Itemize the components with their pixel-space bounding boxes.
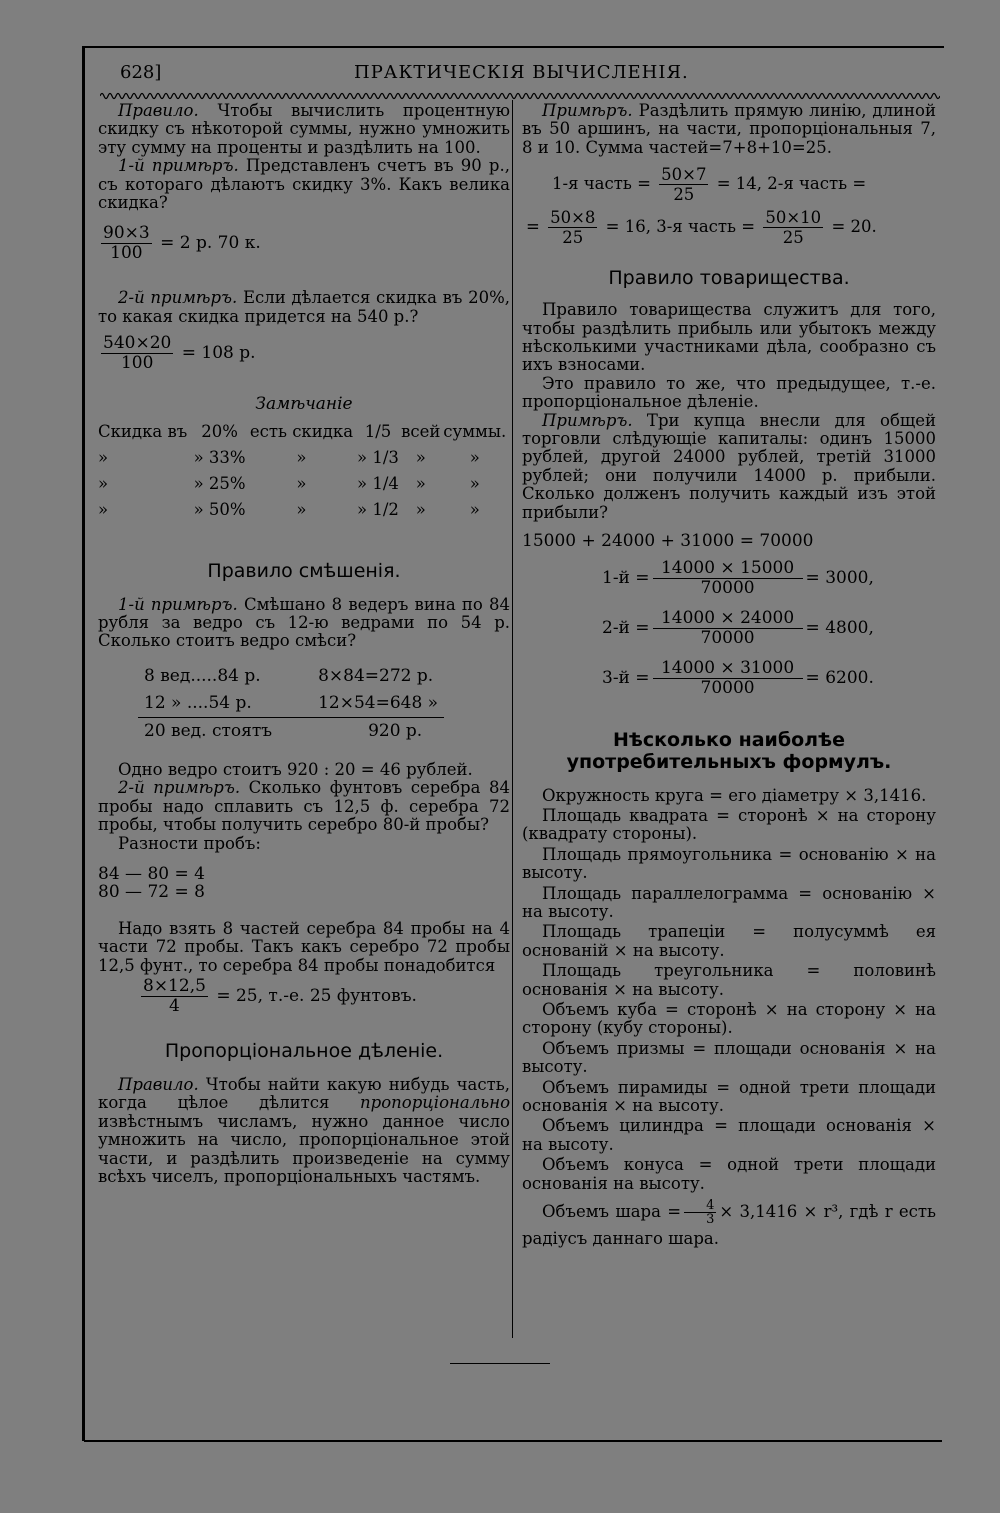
frame-bottom-rule (84, 1440, 942, 1442)
formulas-section-title: Нѣсколько наиболѣе употребительныхъ формулъ. (566, 728, 892, 773)
share-line: 3-й = $\frac{14000 \times 31000}{70000}$ = 6200. (602, 657, 874, 698)
mixing-section-title: Правило смѣшенія. (207, 559, 401, 582)
table-cell: » (469, 448, 480, 468)
table-cell: » (98, 448, 109, 468)
formula-item: Площадь квадрата = сторонѣ × на сторону (квадрату стороны). (522, 805, 936, 844)
column-divider (512, 100, 513, 1338)
running-title: ПРАКТИЧЕСКІЯ ВЫЧИСЛЕНІЯ. (354, 62, 689, 83)
mixing-table (138, 663, 444, 745)
page-number: 628] (120, 62, 162, 83)
table-cell: суммы. (443, 422, 507, 442)
right-column (522, 102, 936, 1252)
table-cell: есть скидка (249, 422, 354, 442)
discount-equation-1: $\frac{90\times 3}{100}$ = 2 р. 70 к. (103, 223, 261, 264)
discount-example-1: 1-й примѣръ. Представленъ счетъ въ 90 р., съ котораго дѣлаютъ скидку 3%. Какъ велика скидка? (98, 156, 510, 213)
table-cell: » 1/4 (357, 474, 399, 494)
table-cell: » 1/2 (357, 500, 399, 520)
mixing-diff-label: Разности пробъ: (118, 833, 261, 853)
table-cell: » 50% (193, 500, 246, 520)
discount-note-table (98, 420, 508, 524)
formula-item: Объемъ куба = сторонѣ × на сторону × на сторону (кубу стороны). (522, 999, 936, 1038)
capital-sum: 15000 + 24000 + 31000 = 70000 (522, 531, 814, 552)
partnership-example: Примѣръ. Три купца внесли для общей торговли слѣдующіе капиталы: одинъ 15000 рублей, другой 24000 рублей, третій 31000 рублей; они получили 14000 р. прибыли. Сколько долженъ получить каждый изъ этой прибыли? (522, 410, 936, 522)
formula-item: Объемъ конуса = одной трети площади основанія на высоту. (522, 1155, 936, 1193)
formulas-list (522, 787, 936, 1194)
formula-item: Площадь треугольника = половинѣ основанія × на высоту. (522, 961, 936, 999)
formula-item: Объемъ призмы = площади основанія × на высоту. (522, 1038, 936, 1077)
share-line: 2-й = $\frac{14000 \times 24000}{70000}$ = 4800, (602, 607, 874, 648)
formula-item: Окружность круга = его діаметру × 3,1416. (542, 785, 927, 805)
proportional-parts-line-2: = $\frac{50\times 8}{25}$ = 16, 3-я часть = $\frac{50\times 10}{25}$ = 20. (526, 208, 877, 248)
left-column (98, 102, 510, 1186)
fraction: $\frac{50\times 8}{25}$ (550, 208, 596, 248)
table-cell: Скидка въ (98, 422, 188, 442)
proportional-parts-line-1: 1-я часть = $\frac{50\times 7}{25}$ = 14, 2-я часть = (552, 165, 867, 205)
formula-item: Объемъ цилиндра = площади основанія × на высоту. (522, 1116, 936, 1154)
table-cell: » 1/3 (357, 448, 399, 468)
table-cell: 20% (201, 422, 238, 442)
frame-left-rule (82, 46, 85, 1441)
table-cell: » (469, 500, 480, 520)
partnership-note: Это правило то же, что предыдущее, т.-е. пропорціональное дѣленіе. (522, 373, 936, 412)
discount-equation-2: $\frac{540\times 20}{100}$ = 108 р. (103, 333, 256, 374)
fraction: $\frac{50\times 7}{25}$ (661, 165, 707, 205)
formula-item: Площадь трапеціи = полусуммѣ ея основаній × на высоту. (522, 922, 936, 960)
mixing-result: Одно ведро стоитъ 920 : 20 = 46 рублей. (118, 759, 473, 779)
mixing-equation: $\frac{8\times 12,5}{4}$ = 25, т.-е. 25 фунтовъ. (143, 975, 417, 1016)
fraction: $\frac{14000 \times 24000}{70000}$ (653, 609, 803, 648)
table-cell: » (296, 474, 307, 494)
fraction: $\frac{540\times 20}{100}$ (103, 333, 172, 374)
partnership-section-title: Правило товарищества. (608, 267, 850, 290)
table-cell: » 33% (193, 448, 246, 468)
formula-item: Объемъ пирамиды = одной трети площади основанія × на высоту. (522, 1077, 936, 1115)
table-row: 12 » ....54 р. 12×54=648 » (138, 690, 444, 718)
discount-rule: Правило. Чтобы вычислить процентную скидку съ нѣкоторой суммы, нужно умножить эту сумму на проценты и раздѣлить на 100. (98, 101, 510, 157)
table-cell: » 25% (193, 474, 246, 494)
fraction: $\frac{14000 \times 31000}{70000}$ (653, 659, 803, 698)
formula-sphere: Объемъ шара = $\frac{4}{3}$ × 3,1416 × r³, гдѣ r есть радіусъ даннаго шара. (522, 1198, 937, 1249)
table-row: 8 вед.....84 р. 8×84=272 р. (144, 666, 434, 687)
table-row: 20 вед. стоятъ 920 р. (144, 721, 423, 742)
mixing-diff-2: 80 — 72 = 8 (98, 882, 205, 903)
note-title: Замѣчаніе (255, 394, 353, 415)
proportional-rule: Правило. Чтобы найти какую нибудь часть, когда цѣлое дѣлится пропорціонально извѣстнымъ числамъ, нужно данное число умножить на число, пропорціональное этой части, и раздѣлить произведеніе на сумму всѣхъ чиселъ, пропорціональныхъ частямъ. (98, 1074, 510, 1186)
table-cell: » (415, 448, 426, 468)
mixing-conclusion: Надо взять 8 частей серебра 84 пробы на 4 части 72 пробы. Такъ какъ серебро 72 пробы 12,5 фунт., то серебра 84 пробы понадобится (98, 918, 510, 975)
frame-top-rule (82, 46, 944, 48)
proportional-section-title: Пропорціональное дѣленіе. (164, 1039, 444, 1062)
table-cell: » (98, 474, 109, 494)
mixing-example-2: 2-й примѣръ. Сколько фунтовъ серебра 84 пробы надо сплавить съ 12,5 ф. серебра 72 пробы, чтобы получить серебро 80-й пробы? (98, 778, 510, 835)
table-cell: » (415, 500, 426, 520)
partnership-rule: Правило товарищества служитъ для того, чтобы раздѣлить прибыль или убытокъ между нѣсколькими участниками дѣла, сообразно съ ихъ взносами. (522, 300, 936, 375)
table-cell: » (415, 474, 426, 494)
table-row (98, 498, 508, 524)
table-cell: » (296, 500, 307, 520)
fraction: $\frac{90\times 3}{100}$ (103, 223, 150, 264)
share-line: 1-й = $\frac{14000 \times 15000}{70000}$ = 3000, (602, 557, 874, 598)
table-cell: » (469, 474, 480, 494)
table-cell: 1/5 (364, 422, 392, 442)
mixing-diff-1: 84 — 80 = 4 (98, 863, 205, 884)
mixing-example-1: 1-й примѣръ. Смѣшано 8 ведеръ вина по 84 рубля за ведро съ 12-ю ведрами по 54 р. Сколько стоитъ ведро смѣси? (98, 594, 510, 651)
fraction: $\frac{8\times 12,5}{4}$ (143, 975, 206, 1016)
table-row (98, 420, 508, 446)
discount-example-2: 2-й примѣръ. Если дѣлается скидка въ 20%, то какая скидка придется на 540 р.? (98, 288, 510, 326)
fraction: $\frac{14000 \times 15000}{70000}$ (653, 559, 803, 598)
fraction: $\frac{4}{3}$ (684, 1199, 716, 1226)
end-rule (450, 1363, 550, 1364)
proportional-example: Примѣръ. Раздѣлить прямую линію, длиной въ 50 аршинъ, на части, пропорціональныя 7, 8 и 10. Сумма частей=7+8+10=25. (522, 101, 936, 157)
fraction: $\frac{50\times 10}{25}$ (765, 208, 822, 248)
table-cell: » (98, 500, 109, 520)
table-row (98, 472, 508, 498)
table-cell: всей (401, 422, 441, 442)
table-row (98, 446, 508, 472)
shares-list (602, 553, 936, 703)
table-cell: » (296, 448, 307, 468)
formula-item: Площадь параллелограмма = основанію × на высоту. (522, 883, 936, 921)
formula-item: Площадь прямоугольника = основанію × на высоту. (522, 844, 936, 883)
